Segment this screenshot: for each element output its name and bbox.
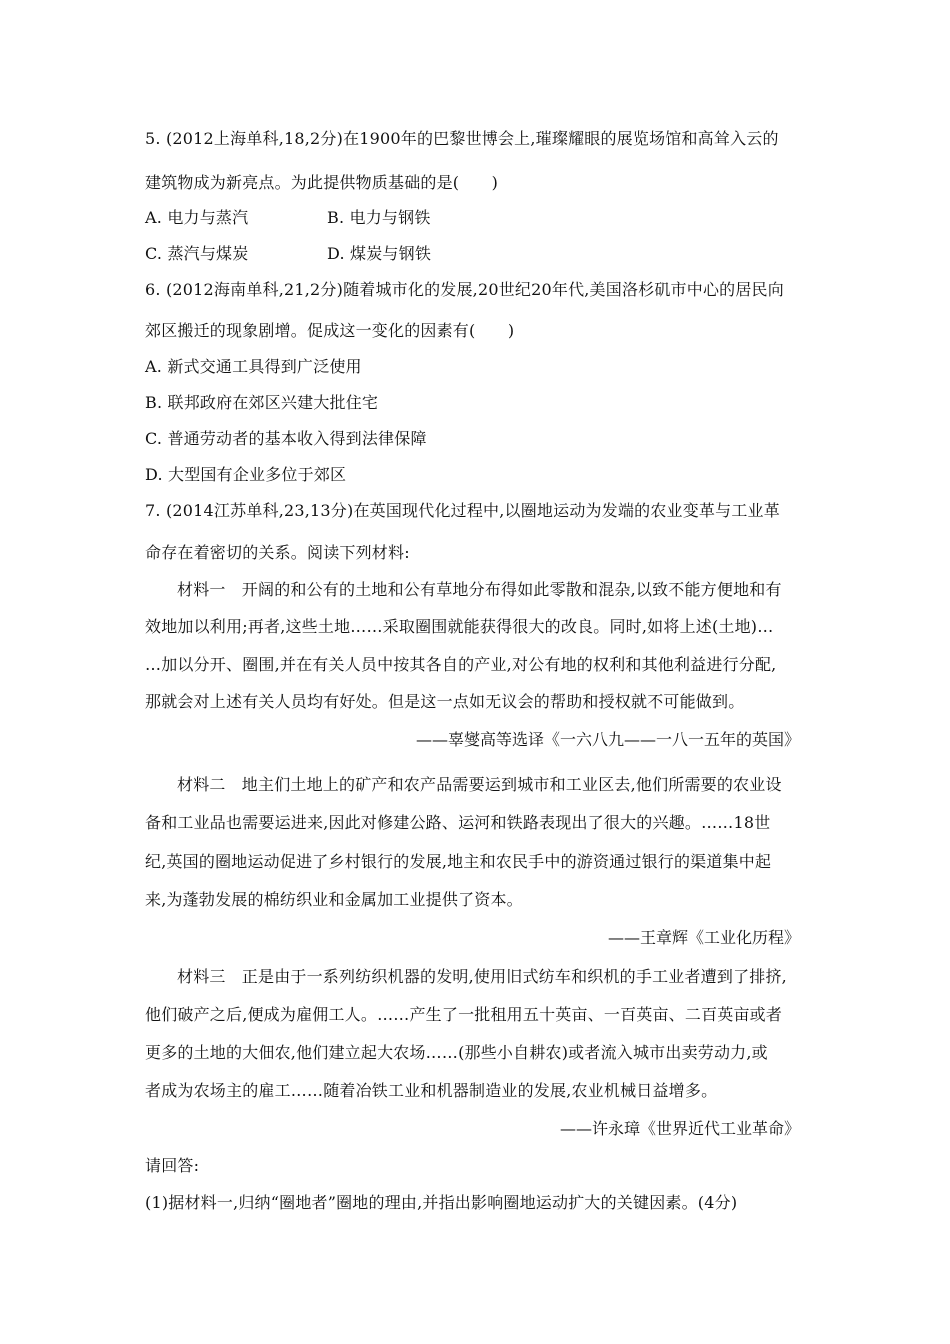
material1-line3: …加以分开、圈围,并在有关人员中按其各自的产业,对公有地的权利和其他利益进行分配, (145, 655, 777, 674)
q5-option-a: A. 电力与蒸汽 (145, 208, 249, 227)
q5-stem-line1: 5. (2012上海单科,18,2分)在1900年的巴黎世博会上,璀璨耀眼的展览场馆和高耸入云的 (145, 129, 779, 148)
material3-source: ——许永璋《世界近代工业革命》 (559, 1119, 800, 1138)
q6-option-c: C. 普通劳动者的基本收入得到法律保障 (145, 429, 427, 448)
q5-option-c: C. 蒸汽与煤炭 (145, 244, 249, 263)
material1-line1: 材料一 开阔的和公有的土地和公有草地分布得如此零散和混杂,以致不能方便地和有 (177, 580, 782, 599)
material1-line4: 那就会对上述有关人员均有好处。但是这一点如无议会的帮助和授权就不可能做到。 (145, 692, 745, 711)
q7-stem-line2: 命存在着密切的关系。阅读下列材料: (145, 543, 410, 562)
material3-line3: 更多的土地的大佃农,他们建立起大农场……(那些小自耕农)或者流入城市出卖劳动力,或 (145, 1043, 768, 1062)
q6-option-a: A. 新式交通工具得到广泛使用 (145, 357, 362, 376)
q5-option-b: B. 电力与钢铁 (327, 208, 431, 227)
material3-line4: 者成为农场主的雇工……随着冶铁工业和机器制造业的发展,农业机械日益增多。 (145, 1081, 718, 1100)
material2-line1: 材料二 地主们土地上的矿产和农产品需要运到城市和工业区去,他们所需要的农业设 (177, 775, 782, 794)
material3-line1: 材料三 正是由于一系列纺织机器的发明,使用旧式纺车和织机的手工业者遭到了排挤, (177, 967, 787, 986)
q5-option-row (145, 205, 248, 228)
q6-option-d: D. 大型国有企业多位于郊区 (145, 465, 347, 484)
q7-subquestion-1: (1)据材料一,归纳“圈地者”圈地的理由,并指出影响圈地运动扩大的关键因素。(4分) (145, 1193, 738, 1212)
material3-line2: 他们破产之后,便成为雇佣工人。……产生了一批租用五十英亩、一百英亩、二百英亩或者 (145, 1005, 783, 1024)
answer-prompt: 请回答: (145, 1156, 200, 1175)
material2-line2: 备和工业品也需要运进来,因此对修建公路、运河和铁路表现出了很大的兴趣。……18世 (145, 813, 771, 832)
material1-source: ——辜燮高等选译《一六八九——一八一五年的英国》 (415, 730, 800, 749)
material1-line2: 效地加以利用;再者,这些土地……采取圈围就能获得很大的改良。同时,如将上述(土地)… (145, 617, 774, 636)
q5-stem-line2: 建筑物成为新亮点。为此提供物质基础的是( ) (145, 173, 499, 192)
q7-stem-line1: 7. (2014江苏单科,23,13分)在英国现代化过程中,以圈地运动为发端的农业变革与工业革 (145, 501, 780, 520)
q6-stem-line1: 6. (2012海南单科,21,2分)随着城市化的发展,20世纪20年代,美国洛杉矶市中心的居民向 (145, 280, 784, 299)
q6-option-b: B. 联邦政府在郊区兴建大批住宅 (145, 393, 379, 412)
material2-line3: 纪,英国的圈地运动促进了乡村银行的发展,地主和农民手中的游资通过银行的渠道集中起 (145, 852, 772, 871)
q6-stem-line2: 郊区搬迁的现象剧增。促成这一变化的因素有( ) (145, 321, 515, 340)
material2-source: ——王章辉《工业化历程》 (607, 928, 800, 947)
q5-option-d: D. 煤炭与钢铁 (327, 244, 432, 263)
material2-line4: 来,为蓬勃发展的棉纺织业和金属加工业提供了资本。 (145, 890, 523, 909)
